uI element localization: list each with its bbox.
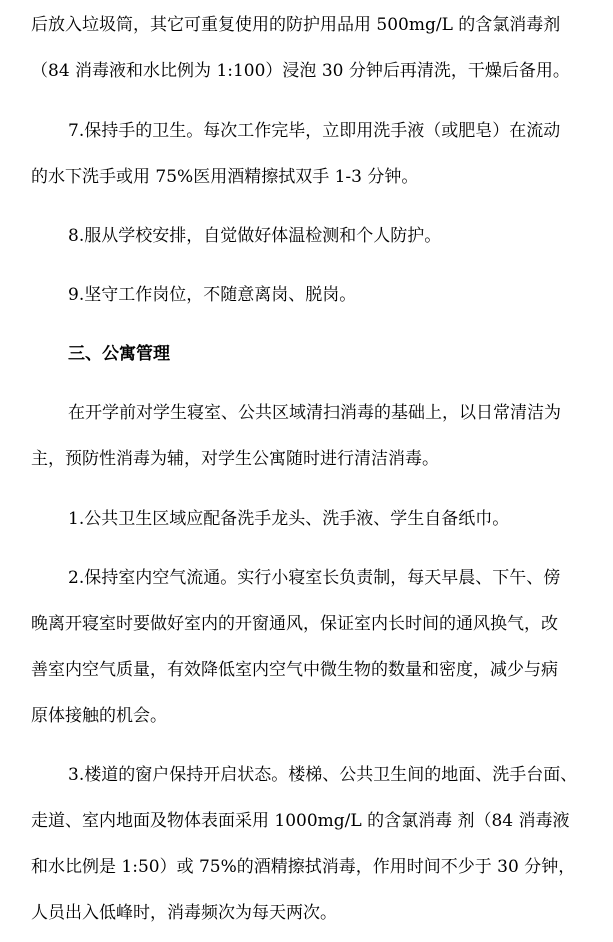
text-line: 后放入垃圾筒，其它可重复使用的防护用品用 500mg/L 的含氯消毒剂 xyxy=(31,15,561,35)
text-line: （84 消毒液和水比例为 1:100）浸泡 30 分钟后再清洗，干燥后备用。 xyxy=(31,61,570,81)
text-line: 3.楼道的窗户保持开启状态。楼梯、公共卫生间的地面、洗手台面、 xyxy=(68,765,578,785)
section-heading: 三、公寓管理 xyxy=(68,344,170,364)
text-line: 1.公共卫生区域应配备洗手龙头、洗手液、学生自备纸巾。 xyxy=(68,509,510,529)
text-line: 的水下洗手或用 75%医用酒精擦拭双手 1-3 分钟。 xyxy=(31,167,419,187)
text-line: 走道、室内地面及物体表面采用 1000mg/L 的含氯消毒 剂（84 消毒液 xyxy=(31,811,570,831)
text-line: 和水比例是 1:50）或 75%的酒精擦拭消毒，作用时间不少于 30 分钟， xyxy=(31,857,576,877)
text-line: 2.保持室内空气流通。实行小寝室长负责制，每天早晨、下午、傍 xyxy=(68,568,561,588)
text-line: 9.坚守工作岗位，不随意离岗、脱岗。 xyxy=(68,285,357,305)
text-line: 善室内空气质量，有效降低室内空气中微生物的数量和密度，减少与病 xyxy=(31,660,558,680)
text-line: 主，预防性消毒为辅，对学生公寓随时进行清洁消毒。 xyxy=(31,449,439,469)
text-line: 原体接触的机会。 xyxy=(31,706,167,726)
text-line: 在开学前对学生寝室、公共区域清扫消毒的基础上，以日常清洁为 xyxy=(68,403,561,423)
text-line: 人员出入低峰时，消毒频次为每天两次。 xyxy=(31,903,337,923)
text-line: 7.保持手的卫生。每次工作完毕，立即用洗手液（或肥皂）在流动 xyxy=(68,121,561,141)
text-line: 晚离开寝室时要做好室内的开窗通风，保证室内长时间的通风换气，改 xyxy=(31,614,558,634)
text-line: 8.服从学校安排，自觉做好体温检测和个人防护。 xyxy=(68,226,442,246)
